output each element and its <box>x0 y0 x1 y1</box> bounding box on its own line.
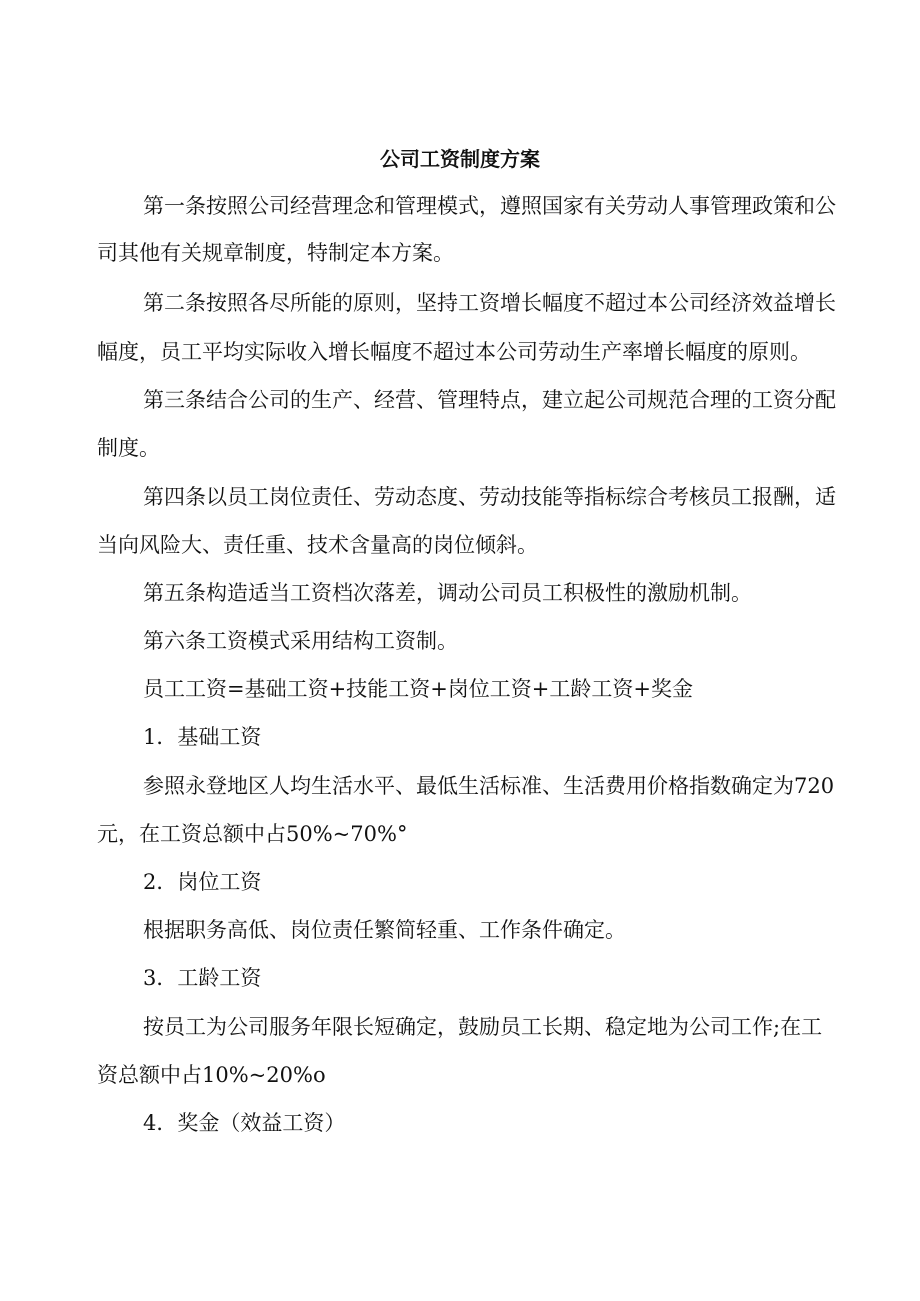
article-4-line-1: 第四条以员工岗位责任、劳动态度、劳动技能等指标综合考核员工报酬，适 <box>143 485 836 509</box>
section-1-heading: 1．基础工资 <box>143 725 262 749</box>
document-title: 公司工资制度方案 <box>380 147 540 171</box>
section-2-text: 根据职务高低、岗位责任繁简轻重、工作条件确定。 <box>143 918 626 942</box>
section-2-heading: 2．岗位工资 <box>143 870 262 894</box>
section-3-text-line-1: 按员工为公司服务年限长短确定，鼓励员工长期、稳定地为公司工作;在工 <box>143 1015 823 1039</box>
section-4-heading: 4．奖金（效益工资） <box>143 1111 346 1135</box>
article-6-line: 第六条工资模式采用结构工资制。 <box>143 629 458 653</box>
article-2-line-2: 幅度，员工平均实际收入增长幅度不超过本公司劳动生产率增长幅度的原则。 <box>97 340 811 364</box>
article-1-line-2: 司其他有关规章制度，特制定本方案。 <box>97 241 454 265</box>
article-3-line-1: 第三条结合公司的生产、经营、管理特点，建立起公司规范合理的工资分配 <box>143 388 836 412</box>
article-2-line-1: 第二条按照各尽所能的原则，坚持工资增长幅度不超过本公司经济效益增长 <box>143 291 836 315</box>
salary-formula: 员工工资=基础工资+技能工资+岗位工资+工龄工资+奖金 <box>143 677 693 701</box>
article-4-line-2: 当向风险大、责任重、技术含量高的岗位倾斜。 <box>97 533 538 557</box>
section-1-text-line-1: 参照永登地区人均生活水平、最低生活标准、生活费用价格指数确定为720 <box>143 774 835 798</box>
section-1-text-line-2: 元，在工资总额中占50%~70%° <box>97 822 408 846</box>
article-3-line-2: 制度。 <box>97 436 160 460</box>
article-1-line-1: 第一条按照公司经营理念和管理模式，遵照国家有关劳动人事管理政策和公 <box>143 194 836 218</box>
section-3-heading: 3．工龄工资 <box>143 966 262 990</box>
section-3-text-line-2: 资总额中占10%~20%o <box>97 1063 326 1087</box>
article-5-line: 第五条构造适当工资档次落差，调动公司员工积极性的激励机制。 <box>143 581 752 605</box>
